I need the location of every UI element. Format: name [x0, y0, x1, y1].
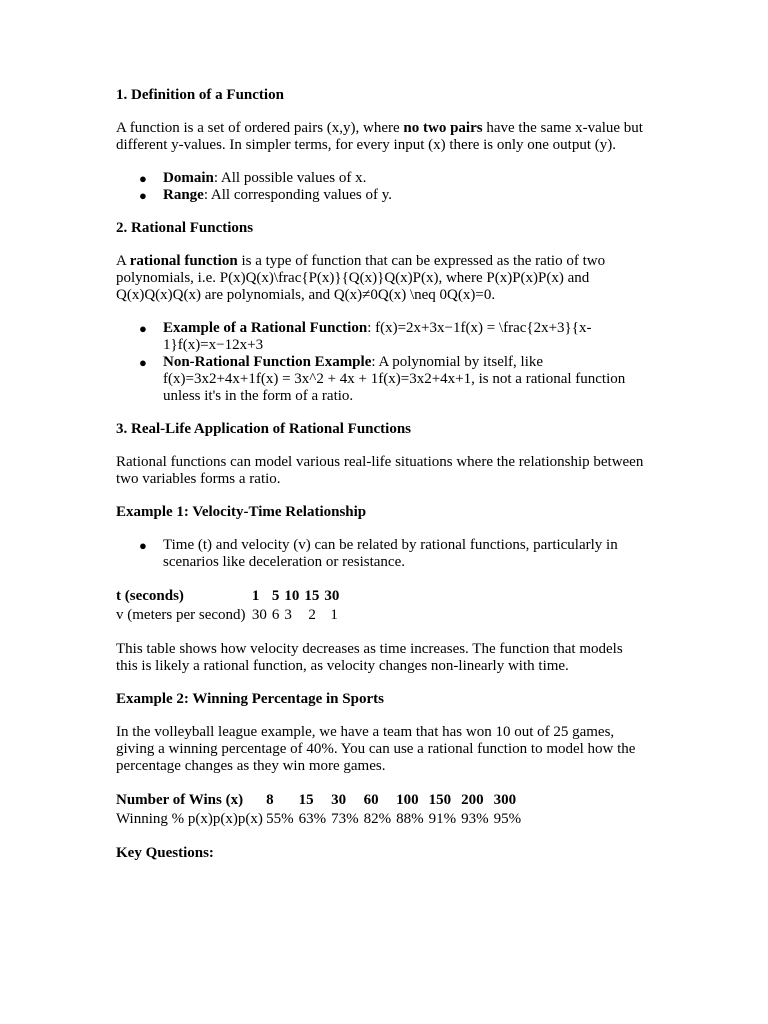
table-row: Winning % p(x)p(x)p(x) 55% 63% 73% 82% 88% 91% 93% 95% [116, 811, 522, 827]
rational-examples-list [116, 320, 646, 405]
application-paragraph: Rational functions can model various real-life situations where the relationship between two variables forms a ratio. [116, 454, 644, 487]
example-1-list [116, 537, 646, 571]
example-1-heading: Example 1: Velocity-Time Relationship [116, 504, 367, 520]
table-row: t (seconds) 1 5 10 15 30 [116, 588, 340, 604]
function-definition-paragraph: A function is a set of ordered pairs (x,y), where no two pairs have the same x-value but different y-values. In simpler terms, for every input (x) there is only one output (y). [116, 120, 643, 153]
list-item: ● Non-Rational Function Example: A polynomial by itself, like f(x)=3x2+4x+1f(x) = 3x^2 + 4x + 1f(x)=3x2+4x+1, is not a rational function unless it's in the form of a ratio. [139, 354, 626, 404]
list-item: ● Example of a Rational Function: f(x)=2x+3x−1f(x) = \frac{2x+3}{x-1}f(x)=x−12x+3 [139, 320, 592, 353]
table-row: Number of Wins (x) 8 15 30 60 100 150 200 300 [116, 792, 517, 808]
rational-function-paragraph: A rational function is a type of function that can be expressed as the ratio of two polynomials, i.e. P(x)Q(x)\frac{P(x)}{Q(x)}Q(x)P(x), where P(x)P(x)P(x) and Q(x)Q(x)Q(x) are polynomials, and Q(x)≠0Q(x) \neq 0Q(x)=0. [116, 253, 606, 303]
document-page [116, 87, 646, 878]
example-2-heading: Example 2: Winning Percentage in Sports [116, 691, 384, 707]
section-2-heading: 2. Rational Functions [116, 220, 254, 236]
key-questions-heading: Key Questions: [116, 845, 214, 861]
list-item: ● Domain: All possible values of x. [139, 170, 367, 186]
volleyball-paragraph: In the volleyball league example, we have a team that has won 10 out of 25 games, giving a winning percentage of 40%. You can use a rational function to model how the percentage changes as they win more games. [116, 724, 636, 774]
section-3-heading: 3. Real-Life Application of Rational Functions [116, 421, 412, 437]
table-row: v (meters per second) 30 6 3 2 1 [116, 607, 338, 623]
domain-range-list [116, 170, 646, 204]
section-1-heading: 1. Definition of a Function [116, 87, 284, 103]
velocity-time-table [116, 587, 344, 625]
list-item: ● Time (t) and velocity (v) can be related by rational functions, particularly in scenarios like deceleration or resistance. [139, 537, 618, 570]
velocity-explanation-paragraph: This table shows how velocity decreases as time increases. The function that models this is likely a rational function, as velocity changes non-linearly with time. [116, 641, 623, 674]
list-item: ● Range: All corresponding values of y. [139, 187, 393, 203]
winning-percentage-table [116, 791, 526, 829]
